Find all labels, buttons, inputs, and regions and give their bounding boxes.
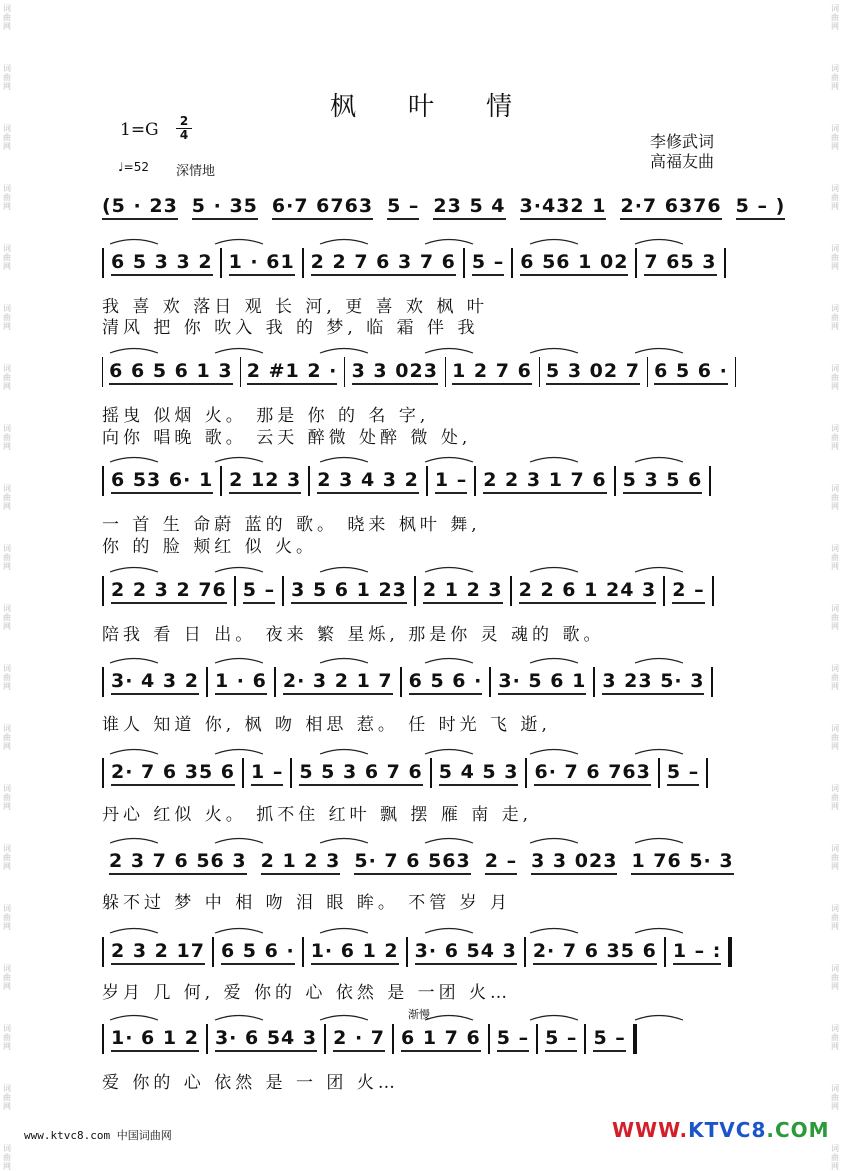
- slur: [530, 240, 578, 245]
- measure: 3 3 023: [352, 360, 438, 385]
- slur: [320, 929, 368, 934]
- slur: [425, 568, 473, 573]
- lyric-line-1: 一 首 生 命蔚 蓝的 歌。 晓来 枫叶 舞,: [102, 515, 481, 535]
- measure: 23 5 4: [433, 195, 505, 220]
- barline: [302, 248, 304, 278]
- watermark-text: 词曲网: [831, 124, 839, 151]
- barline: [308, 466, 310, 496]
- barline: [510, 576, 512, 606]
- barline: [706, 758, 708, 788]
- measure: 2 1 2 3: [423, 579, 503, 604]
- watermark-text: 词曲网: [3, 4, 11, 31]
- expression-mark: 深情地: [176, 164, 216, 179]
- measure: 2 –: [672, 579, 704, 604]
- measure: 5 – ): [736, 195, 786, 220]
- lyric-line-1: 爱 你的 心 依然 是 一 团 火…: [102, 1073, 399, 1093]
- measure: 2 2 6 1 24 3: [519, 579, 657, 604]
- measure: 3·432 1: [520, 195, 607, 220]
- measure: 2 #1 2 ·: [247, 360, 338, 385]
- measure: 5 –: [545, 1027, 577, 1052]
- octave-dots: [102, 281, 742, 287]
- measure: 5 5 3 6 7 6: [299, 761, 422, 786]
- slur: [425, 349, 473, 354]
- slur: [215, 929, 263, 934]
- measure: 2 –: [485, 850, 517, 875]
- measure: 5 –: [497, 1027, 529, 1052]
- measure: 2· 3 2 1 7: [283, 670, 393, 695]
- barline: [406, 937, 408, 967]
- barline: [633, 1024, 637, 1054]
- measure: 2 · 7: [333, 1027, 385, 1052]
- barline: [663, 576, 665, 606]
- watermark-text: 词曲网: [3, 1084, 11, 1111]
- music-row: [102, 355, 742, 389]
- watermark-text: 词曲网: [3, 364, 11, 391]
- watermark-text: 词曲网: [831, 484, 839, 511]
- slur: [110, 568, 158, 573]
- measure: 6 5 3 3 2: [111, 251, 213, 276]
- barline: [212, 937, 214, 967]
- slur: [530, 929, 578, 934]
- slur: [110, 839, 158, 844]
- watermark-text: 词曲网: [831, 64, 839, 91]
- barline: [593, 667, 595, 697]
- barline: [102, 667, 104, 697]
- barline: [102, 248, 104, 278]
- barline: [206, 667, 208, 697]
- measure: 6 1 7 6: [401, 1027, 481, 1052]
- slur: [635, 458, 683, 463]
- barline: [102, 466, 104, 496]
- measure: 6· 7 6 763: [534, 761, 650, 786]
- slur: [425, 1016, 473, 1021]
- measure: 2 12 3: [229, 469, 301, 494]
- slur: [425, 929, 473, 934]
- octave-dots: [102, 1057, 742, 1063]
- watermark-text: 词曲网: [831, 844, 839, 871]
- watermark-text: 词曲网: [831, 604, 839, 631]
- slur: [425, 839, 473, 844]
- barline: [584, 1024, 586, 1054]
- barline: [400, 667, 402, 697]
- lyric-line-2: 清风 把 你 吹入 我 的 梦, 临 霜 伴 我: [102, 318, 479, 338]
- watermark-text: 词曲网: [3, 424, 11, 451]
- slur: [635, 839, 683, 844]
- lyric-line-1: 丹心 红似 火。 抓不住 红叶 飘 摆 雁 南 走,: [102, 805, 533, 825]
- slur: [530, 349, 578, 354]
- barline: [635, 248, 637, 278]
- measure: 2 2 3 2 76: [111, 579, 227, 604]
- music-row: [102, 935, 742, 969]
- barline: [658, 758, 660, 788]
- watermark-text: 词曲网: [3, 904, 11, 931]
- credits: [650, 132, 714, 172]
- slur: [425, 659, 473, 664]
- slur: [215, 839, 263, 844]
- measure: 2 3 4 3 2: [317, 469, 419, 494]
- time-signature: [176, 115, 192, 142]
- slur: [215, 1016, 263, 1021]
- barline: [463, 248, 465, 278]
- measure: 1 · 6: [215, 670, 267, 695]
- measure: 3· 6 54 3: [415, 940, 517, 965]
- barline: [489, 667, 491, 697]
- watermark-right: [828, 0, 842, 1171]
- barline: [206, 1024, 208, 1054]
- slur: [530, 659, 578, 664]
- octave-dots: [102, 225, 742, 231]
- measure: 6 5 6 ·: [409, 670, 483, 695]
- slur: [320, 349, 368, 354]
- meter-denominator: 4: [179, 128, 189, 142]
- slur: [320, 659, 368, 664]
- measure: 6 5 6 ·: [654, 360, 728, 385]
- measure: 5 –: [243, 579, 275, 604]
- slur: [110, 659, 158, 664]
- composer: 高福友曲: [650, 152, 715, 171]
- barline: [242, 758, 244, 788]
- logo-www: WWW.: [612, 1118, 689, 1142]
- measure: 1· 6 1 2: [311, 940, 399, 965]
- watermark-text: 词曲网: [3, 184, 11, 211]
- measure: 1 –: [251, 761, 283, 786]
- watermark-text: 词曲网: [3, 844, 11, 871]
- barline: [709, 466, 711, 496]
- measure: 3 3 023: [531, 850, 617, 875]
- lyric-line-1: 躲不过 梦 中 相 吻 泪 眼 眸。 不管 岁 月: [102, 893, 512, 913]
- slur: [635, 568, 683, 573]
- measure: 1· 6 1 2: [111, 1027, 199, 1052]
- measure: 1 –: [435, 469, 467, 494]
- barline: [290, 758, 292, 788]
- slur: [110, 458, 158, 463]
- slur: [635, 240, 683, 245]
- measure: 2 3 7 6 56 3: [109, 850, 247, 875]
- watermark-text: 词曲网: [831, 724, 839, 751]
- slur: [635, 349, 683, 354]
- octave-dots: [102, 390, 742, 396]
- watermark-text: 词曲网: [831, 904, 839, 931]
- watermark-text: 词曲网: [831, 424, 839, 451]
- measure: (5 · 23: [102, 195, 178, 220]
- measure: 1 – :: [673, 940, 722, 965]
- watermark-text: 词曲网: [3, 784, 11, 811]
- barline: [274, 667, 276, 697]
- lyric-line-1: 谁人 知道 你, 枫 吻 相思 惹。 任 时光 飞 逝,: [102, 715, 551, 735]
- footer-url: www.ktvc8.com 中国词曲网: [24, 1129, 172, 1142]
- barline: [102, 937, 104, 967]
- watermark-text: 词曲网: [3, 724, 11, 751]
- barline: [426, 466, 428, 496]
- measure: 6·7 6763: [272, 195, 373, 220]
- measure: 3 23 5· 3: [602, 670, 704, 695]
- measure: 1 · 61: [229, 251, 295, 276]
- slur: [320, 1016, 368, 1021]
- measure: 6 6 5 6 1 3: [109, 360, 232, 385]
- lyric-line-2: 你 的 脸 颊红 似 火。: [102, 537, 318, 557]
- watermark-text: 词曲网: [3, 124, 11, 151]
- measure: 2· 7 6 35 6: [533, 940, 657, 965]
- watermark-text: 词曲网: [3, 64, 11, 91]
- measure: 6 5 6 ·: [221, 940, 295, 965]
- watermark-text: 词曲网: [3, 484, 11, 511]
- measure: 3· 5 6 1: [498, 670, 586, 695]
- barline: [664, 937, 666, 967]
- slur: [530, 458, 578, 463]
- barline: [474, 466, 476, 496]
- watermark-text: 词曲网: [3, 244, 11, 271]
- slur: [425, 750, 473, 755]
- measure: 5 · 35: [192, 195, 258, 220]
- watermark-text: 词曲网: [831, 1084, 839, 1111]
- slur: [530, 750, 578, 755]
- barline: [728, 937, 732, 967]
- watermark-left: [0, 0, 14, 1171]
- barline: [302, 937, 304, 967]
- music-row: [102, 574, 742, 608]
- lyric-line-1: 我 喜 欢 落日 观 长 河, 更 喜 欢 枫 叶: [102, 297, 488, 317]
- barline: [414, 576, 416, 606]
- lyric-line-1: 陪我 看 日 出。 夜来 繁 星烁, 那是你 灵 魂的 歌。: [102, 625, 605, 645]
- music-row: [102, 756, 742, 790]
- watermark-text: 词曲网: [831, 244, 839, 271]
- music-row: [102, 246, 742, 280]
- barline: [488, 1024, 490, 1054]
- music-row: [102, 190, 786, 224]
- measure: 2·7 6376: [620, 195, 721, 220]
- watermark-text: 词曲网: [831, 1144, 839, 1171]
- measure: 2 1 2 3: [261, 850, 341, 875]
- watermark-text: 词曲网: [831, 544, 839, 571]
- watermark-text: 词曲网: [831, 4, 839, 31]
- barline: [234, 576, 236, 606]
- watermark-text: 词曲网: [831, 304, 839, 331]
- music-row: [102, 1022, 742, 1056]
- slur: [320, 240, 368, 245]
- barline: [102, 576, 104, 606]
- barline: [711, 667, 713, 697]
- measure: 3 5 6 1 23: [291, 579, 407, 604]
- slur: [215, 659, 263, 664]
- slur: [110, 240, 158, 245]
- key-signature: 1=G: [120, 120, 159, 140]
- measure: 2 2 3 1 7 6: [483, 469, 606, 494]
- slur: [215, 240, 263, 245]
- measure: 1 76 5· 3: [631, 850, 733, 875]
- measure: 6 56 1 02: [520, 251, 628, 276]
- tempo-mark: ♩=52: [118, 160, 149, 174]
- barline: [220, 466, 222, 496]
- watermark-text: 词曲网: [3, 304, 11, 331]
- measure: 1 2 7 6: [452, 360, 532, 385]
- barline: [712, 576, 714, 606]
- measure: 5 –: [593, 1027, 625, 1052]
- slur: [635, 750, 683, 755]
- watermark-text: 词曲网: [831, 784, 839, 811]
- slur: [110, 1016, 158, 1021]
- slur: [530, 839, 578, 844]
- barline: [511, 248, 513, 278]
- music-row: [102, 845, 742, 879]
- slur: [425, 458, 473, 463]
- lyric-line-1: 摇曳 似烟 火。 那是 你 的 名 字,: [102, 406, 430, 426]
- measure: 2· 7 6 35 6: [111, 761, 235, 786]
- logo-ktvc8: KTVC8: [688, 1118, 767, 1142]
- meter-numerator: 2: [176, 115, 192, 129]
- watermark-text: 词曲网: [831, 964, 839, 991]
- score-title: 枫叶情: [329, 92, 564, 122]
- barline: [102, 758, 104, 788]
- octave-dots: [102, 970, 742, 976]
- watermark-text: 词曲网: [3, 964, 11, 991]
- ritardando-mark: 渐慢: [408, 1008, 430, 1021]
- slur: [215, 750, 263, 755]
- measure: 5 3 5 6: [623, 469, 703, 494]
- music-row: [102, 665, 742, 699]
- watermark-text: 词曲网: [3, 664, 11, 691]
- watermark-text: 词曲网: [3, 1144, 11, 1171]
- measure: 5 –: [387, 195, 419, 220]
- slur: [215, 568, 263, 573]
- lyric-line-2: 向你 唱晚 歌。 云天 醉微 处醉 微 处,: [102, 428, 472, 448]
- barline: [724, 248, 726, 278]
- measure: 5· 7 6 563: [354, 850, 470, 875]
- measure: 2 3 2 17: [111, 940, 205, 965]
- lyric-line-1: 岁月 几 何, 爱 你的 心 依然 是 一团 火…: [102, 983, 512, 1003]
- slur: [635, 1016, 683, 1021]
- slur: [110, 750, 158, 755]
- barline: [536, 1024, 538, 1054]
- slur: [320, 839, 368, 844]
- barline: [614, 466, 616, 496]
- music-row: [102, 464, 742, 498]
- lyricist: 李修武词: [650, 132, 715, 151]
- barline: [102, 1024, 104, 1054]
- measure: 3· 4 3 2: [111, 670, 199, 695]
- barline: [430, 758, 432, 788]
- measure: 5 4 5 3: [439, 761, 519, 786]
- watermark-text: 词曲网: [3, 604, 11, 631]
- measure: 7 65 3: [644, 251, 716, 276]
- slur: [110, 929, 158, 934]
- watermark-text: 词曲网: [831, 184, 839, 211]
- slur: [530, 1016, 578, 1021]
- site-logo: [612, 1118, 830, 1142]
- octave-dots: [102, 880, 742, 886]
- slur: [320, 568, 368, 573]
- octave-dots: [102, 499, 742, 505]
- barline: [524, 937, 526, 967]
- barline: [282, 576, 284, 606]
- slur: [110, 349, 158, 354]
- slur: [215, 349, 263, 354]
- watermark-text: 词曲网: [3, 544, 11, 571]
- slur: [635, 929, 683, 934]
- barline: [525, 758, 527, 788]
- slur: [320, 750, 368, 755]
- logo-com: .COM: [766, 1118, 830, 1142]
- octave-dots: [102, 609, 742, 615]
- slur: [635, 659, 683, 664]
- barline: [392, 1024, 394, 1054]
- slur: [320, 458, 368, 463]
- watermark-text: 词曲网: [831, 1024, 839, 1051]
- measure: 5 –: [472, 251, 504, 276]
- measure: 6 53 6· 1: [111, 469, 213, 494]
- watermark-text: 词曲网: [3, 1024, 11, 1051]
- slur: [425, 240, 473, 245]
- slur: [215, 458, 263, 463]
- watermark-text: 词曲网: [831, 664, 839, 691]
- measure: 5 –: [667, 761, 699, 786]
- measure: 2 2 7 6 3 7 6: [311, 251, 456, 276]
- measure: 3· 6 54 3: [215, 1027, 317, 1052]
- barline: [220, 248, 222, 278]
- slur: [530, 568, 578, 573]
- barline: [324, 1024, 326, 1054]
- measure: 5 3 02 7: [546, 360, 640, 385]
- octave-dots: [102, 700, 742, 706]
- octave-dots: [102, 791, 742, 797]
- watermark-text: 词曲网: [831, 364, 839, 391]
